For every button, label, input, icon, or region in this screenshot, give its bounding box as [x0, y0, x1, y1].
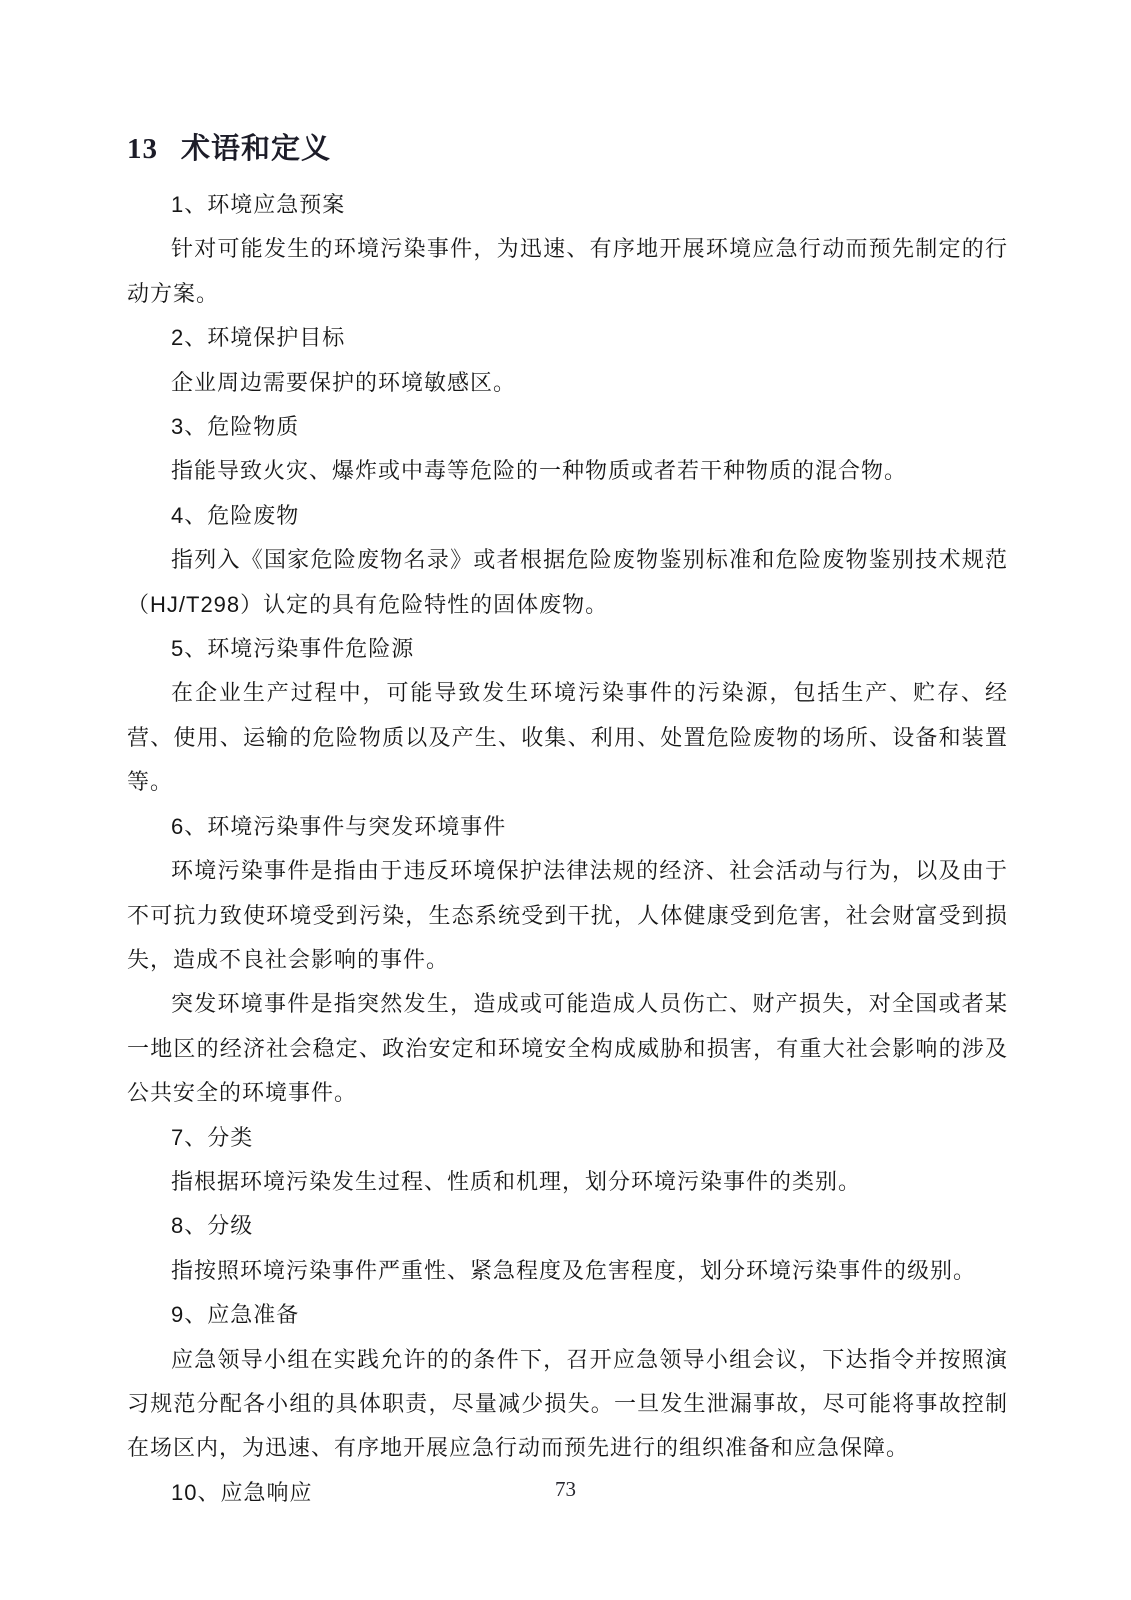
term-item: 6、环境污染事件与突发环境事件 — [171, 813, 507, 839]
term-definition: 在企业生产过程中，可能导致发生环境污染事件的污染源，包括生产、贮存、经营、使用、运输的危险物质以及产生、收集、利用、处置危险废物的场所、设备和装置等。 — [127, 680, 1008, 795]
term-definition: 企业周边需要保护的环境敏感区。 — [171, 369, 517, 395]
document-body — [127, 132, 1008, 1515]
term-definition: 指根据环境污染发生过程、性质和机理，划分环境污染事件的类别。 — [171, 1168, 862, 1194]
term-item: 9、应急准备 — [171, 1302, 300, 1328]
term-definition: 环境污染事件是指由于违反环境保护法律法规的经济、社会活动与行为，以及由于不可抗力致使环境受到污染，生态系统受到干扰，人体健康受到危害，社会财富受到损失，造成不良社会影响的事件。 — [127, 858, 1008, 972]
term-definition: 应急领导小组在实践允许的的条件下，召开应急领导小组会议，下达指令并按照演习规范分配各小组的具体职责，尽量减少损失。一旦发生泄漏事故，尽可能将事故控制在场区内，为迅速、有序地开展应急行动而预先进行的组织准备和应急保障。 — [127, 1346, 1008, 1461]
term-definition: 针对可能发生的环境污染事件，为迅速、有序地开展环境应急行动而预先制定的行动方案。 — [127, 236, 1008, 306]
term-item: 5、环境污染事件危险源 — [171, 636, 415, 662]
term-definition: 指能导致火灾、爆炸或中毒等危险的一种物质或者若干种物质的混合物。 — [171, 458, 908, 484]
section-title: 术语和定义 — [181, 133, 332, 165]
term-definition: 指按照环境污染事件严重性、紧急程度及危害程度，划分环境污染事件的级别。 — [171, 1257, 977, 1283]
term-item: 4、危险废物 — [171, 502, 300, 528]
term-item: 7、分类 — [171, 1124, 254, 1150]
section-heading — [127, 132, 1008, 166]
term-item: 8、分级 — [171, 1213, 254, 1239]
term-item: 3、危险物质 — [171, 414, 300, 440]
term-item: 1、环境应急预案 — [171, 192, 346, 217]
term-definition: 突发环境事件是指突然发生，造成或可能造成人员伤亡、财产损失，对全国或者某一地区的经济社会稳定、政治安定和环境安全构成威胁和损害，有重大社会影响的涉及公共安全的环境事件。 — [127, 991, 1008, 1106]
term-item: 10、应急响应 — [171, 1479, 313, 1505]
term-definition: 指列入《国家危险废物名录》或者根据危险废物鉴别标准和危险废物鉴别技术规范（HJ/T298）认定的具有危险特性的固体废物。 — [127, 547, 1008, 617]
section-number: 13 — [127, 133, 158, 165]
term-item: 2、环境保护目标 — [171, 325, 346, 351]
page-number: 73 — [555, 1477, 576, 1501]
